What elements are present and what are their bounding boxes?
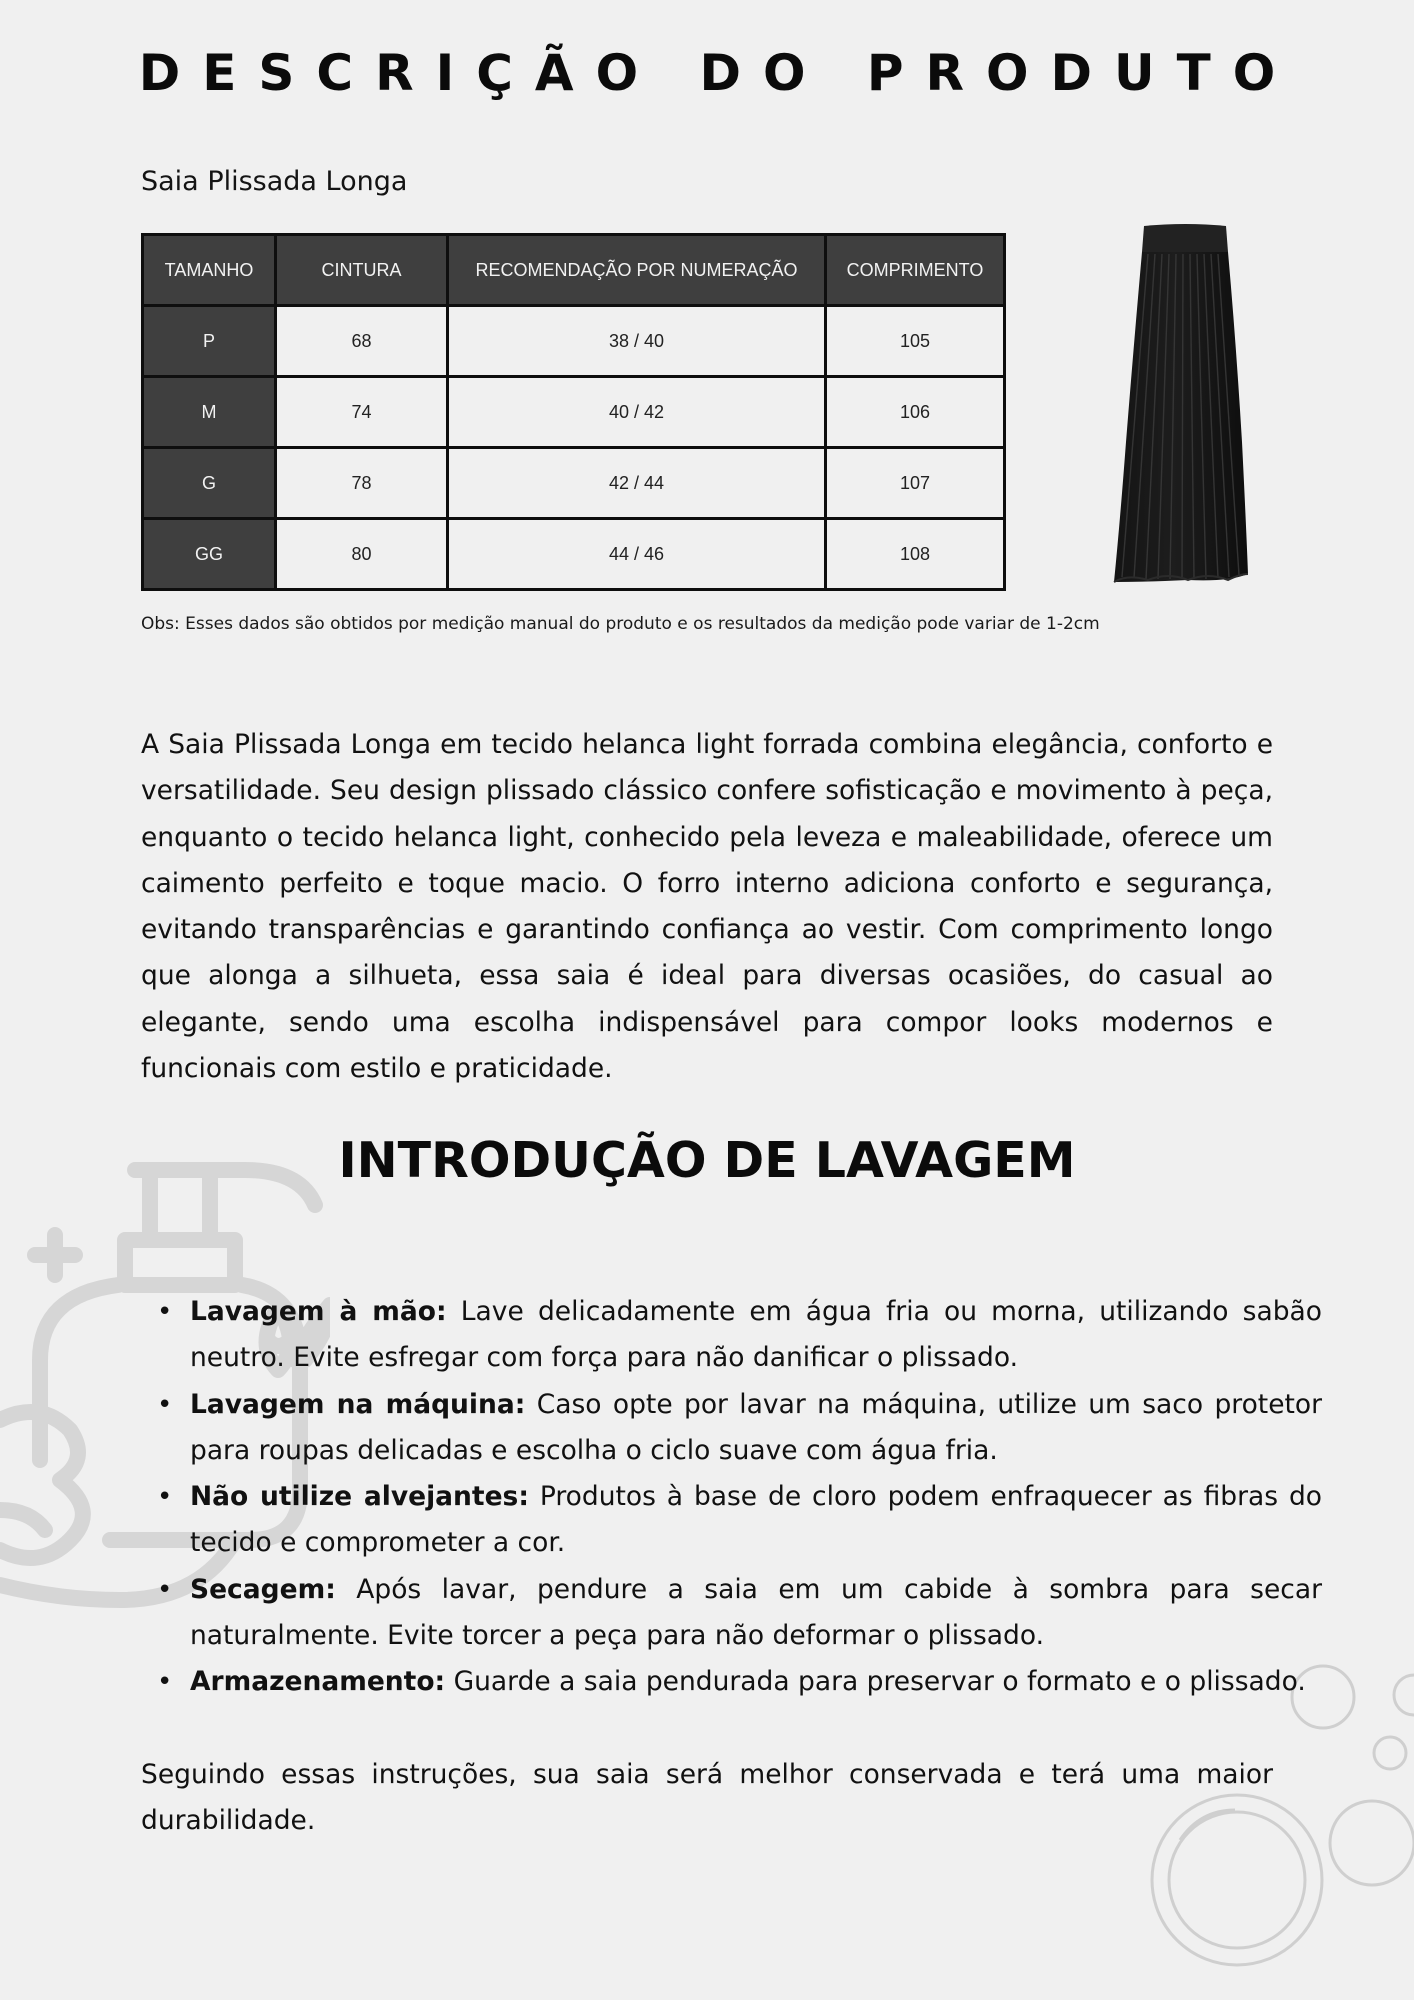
list-item (157, 1474, 1322, 1567)
size-cell: G (143, 448, 276, 519)
bullet-icon: • (157, 1482, 173, 1513)
size-table (141, 233, 1006, 591)
item-label: Armazenamento: (190, 1666, 446, 1698)
list-item (157, 1659, 1322, 1705)
item-label: Não utilize alvejantes: (190, 1481, 529, 1513)
size-cell: M (143, 377, 276, 448)
list-item (157, 1567, 1322, 1660)
table-header-row (143, 235, 1005, 306)
recommendation-cell: 40 / 42 (448, 377, 826, 448)
measurement-note: Obs: Esses dados são obtidos por medição manual do produto e os resultados da medição pode variar de 1-2cm (141, 614, 1100, 634)
table-row (143, 306, 1005, 377)
table-row (143, 377, 1005, 448)
skirt-image (1108, 222, 1256, 588)
item-text: Lave delicadamente em água fria ou morna, utilizando sabão neutro. Evite esfregar com força para não danificar o plissado. (190, 1296, 1322, 1374)
bullet-icon: • (157, 1297, 173, 1327)
table-row (143, 448, 1005, 519)
recommendation-cell: 44 / 46 (448, 519, 826, 590)
item-label: Lavagem à mão: (190, 1296, 447, 1327)
waist-cell: 74 (276, 377, 448, 448)
bullet-icon: • (157, 1389, 173, 1420)
bullet-icon: • (157, 1667, 173, 1698)
column-header-recommendation: RECOMENDAÇÃO POR NUMERAÇÃO (448, 235, 826, 306)
waist-cell: 78 (276, 448, 448, 519)
length-cell: 108 (826, 519, 1005, 590)
bullet-icon: • (157, 1574, 173, 1605)
washing-heading: INTRODUÇÃO DE LAVAGEM (338, 1132, 1076, 1189)
item-label: Secagem: (190, 1573, 336, 1605)
length-cell: 107 (826, 448, 1005, 519)
table-row (143, 519, 1005, 590)
recommendation-cell: 42 / 44 (448, 448, 826, 519)
list-item (157, 1382, 1322, 1475)
column-header-size: TAMANHO (143, 235, 276, 306)
length-cell: 106 (826, 377, 1005, 448)
product-description: A Saia Plissada Longa em tecido helanca light forrada combina elegância, conforto e versatilidade. Seu design plissado clássico confere sofisticação e movimento à peça, enquanto o tecido helanca light, conhecido pela leveza e maleabilidade, oferece um caimento perfeito e toque macio. O forro interno adiciona conforto e segurança, evitando transparências e garantindo confiança ao vestir. Com comprimento longo que alonga a silhueta, essa saia é ideal para diversas ocasiões, do casual ao elegante, sendo uma escolha indispensável para compor looks modernos e funcionais com estilo e praticidade. (141, 729, 1273, 1085)
waist-cell: 80 (276, 519, 448, 590)
length-cell: 105 (826, 306, 1005, 377)
size-cell: P (143, 306, 276, 377)
item-label: Lavagem na máquina: (190, 1388, 526, 1420)
column-header-length: COMPRIMENTO (826, 235, 1005, 306)
product-name: Saia Plissada Longa (141, 166, 408, 197)
item-text: Guarde a saia pendurada para preservar o formato e o plissado. (453, 1666, 1306, 1698)
item-text: Após lavar, pendure a saia em um cabide à sombra para secar naturalmente. Evite torcer a peça para não deformar o plissado. (190, 1573, 1322, 1652)
page-title: DESCRIÇÃO DO PRODUTO (138, 44, 1298, 102)
column-header-waist: CINTURA (276, 235, 448, 306)
closing-paragraph: Seguindo essas instruções, sua saia será melhor conservada e terá uma maior durabilidade. (141, 1759, 1273, 1837)
washing-instructions-list (141, 1289, 1322, 1706)
recommendation-cell: 38 / 40 (448, 306, 826, 377)
item-text: Caso opte por lavar na máquina, utilize um saco protetor para roupas delicadas e escolha o ciclo suave com água fria. (190, 1388, 1322, 1466)
item-text: Produtos à base de cloro podem enfraquecer as fibras do tecido e comprometer a cor. (190, 1481, 1322, 1559)
list-item (157, 1289, 1322, 1382)
waist-cell: 68 (276, 306, 448, 377)
size-cell: GG (143, 519, 276, 590)
